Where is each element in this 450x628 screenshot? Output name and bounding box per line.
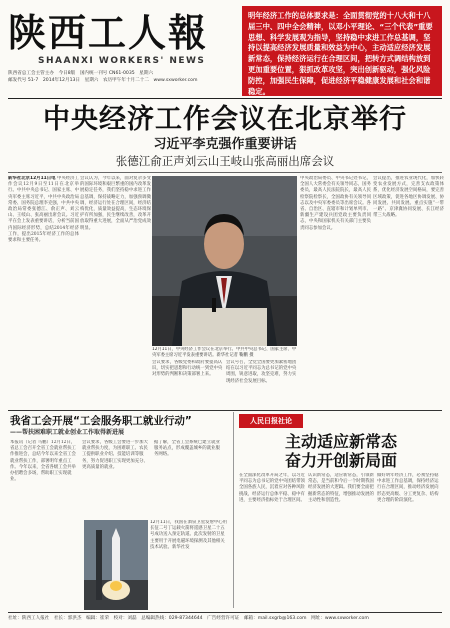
editorial-headline-line1: 主动适应新常态 bbox=[284, 432, 397, 451]
lead-article-column bbox=[8, 176, 79, 406]
masthead-divider bbox=[8, 98, 442, 99]
lead-article-column bbox=[300, 176, 371, 406]
editorial-headline-line2: 奋力开创新局面 bbox=[284, 451, 397, 470]
column-divider bbox=[233, 412, 234, 608]
page-footer: 社址：陕西工人报社 社长：郭洪杰 编辑：崔荣 校对：刘磊 总编辑热线：029-87344644 广告经营许可证 邮箱：mail.sxgrb@163.com 网址：www.sxworker.com bbox=[8, 616, 369, 621]
policy-banner-text: 明年经济工作的总体要求是：全面贯彻党的十八大和十八届三中、四中全会精神，以邓小平理论、“三个代表”重要思想、科学发展观为指导，坚持稳中求进工作总基调，坚持以提高经济发展质量和效益为中心，主动适应经济发展新常态，保持经济运行在合理区间，把转方式调结构放到更加重要位置，狠抓改革攻坚，突出创新驱动，强化风险防控，加强民生保障，促进经济平稳健康发展和社会和谐稳定。 bbox=[248, 11, 433, 96]
secondary-article-text: 据了解，全省工会系统已建立就业服务站点，形成覆盖城乡的就业服务网络。 bbox=[154, 440, 220, 458]
editorial-text: 做好明年经济工作，必须坚持稳中求进工作总基调，保持经济运行在合理区间，推动经济发展向形态更高级、分工更复杂、结构更合理的阶段演化。 bbox=[377, 473, 439, 503]
lead-article-text: 会议提出，推进农业现代化，加快转变农业发展方式，完善支农政策体系，优化经济发展空间格局，要完善区域政策，促进各地区协调发展、协同发展、共同发展。重点实施“一带一路”、京津冀协同发展、长江经济带三大战略。 bbox=[373, 176, 444, 219]
rocket-launch-photo bbox=[84, 520, 148, 610]
lead-article-text: 中央政治局委员、中央书记处书记，全国人大常委会有关领导同志，国务委员，最高人民法院院长，最高人民检察院检察长，全国政协有关领导同志以及中央军委委员等出席会议。各省、自治区、直辖市和计划单列市、新疆生产建设兵团党政主要负责同志，中央和国家机关有关部门主要负责同志参加会议。 bbox=[300, 176, 371, 231]
footer-divider bbox=[8, 612, 442, 613]
lead-photo-xi-jinping bbox=[152, 176, 297, 346]
lead-article-column bbox=[226, 360, 297, 406]
section-divider bbox=[8, 410, 442, 411]
lead-article-text: 会议要求，各级党委和政府要提高认识，切实把思想和行动统一到党中央对形势的判断和决策部署上来。 bbox=[152, 360, 223, 378]
editorial-text: 认识新常态，适应新常态，引领新常态，是当前和今后一个时期我国经济发展的大逻辑。我们要全面把握新常态的特征，增强推动发展的主动性和创造性。 bbox=[308, 473, 374, 503]
lead-subhead: 习近平李克强作重要讲话 bbox=[153, 137, 297, 152]
lead-article-column bbox=[80, 176, 151, 406]
policy-banner-box bbox=[242, 6, 442, 96]
secondary-article-text: 本报讯（记者 马鹏）12月12日，省总工会召开全省工会就业帮扶工作推进会，总结今年以来全省工会就业帮扶工作，部署明年重点工作。今年以来，全省各级工会共举办招聘会多场，帮助职工实现就业。 bbox=[10, 440, 76, 483]
secondary-subhead: ——帮扶困难职工就业创业工作取得新进展 bbox=[10, 429, 125, 436]
lead-article-text: 中央经济工作会议12月9日至11日在北京举行。中共中央总书记、国家主席、中央军委主席习近平，中共中央政治局常委、国务院总理李克强，中共中央政治局常委张德江、俞正声、刘云山、王岐山、张高丽出席会议。习近平在会上发表重要讲话，分析当前国内国际经济形势，总结2014年经济工作，提出2015年经济工作的总体要求和主要任务。 bbox=[8, 176, 79, 244]
masthead-info-block bbox=[8, 70, 243, 84]
lead-headline: 中央经济工作会议在北京举行 bbox=[43, 104, 407, 135]
masthead-info-line: 邮发代号 51-7 2014年12月13日 星期六 农历甲午年十月二十二 www.sxworker.com bbox=[8, 78, 198, 83]
editorial-text: 在全面深化改革开局之年，以习近平同志为总书记的党中央团结带领全国各族人民，沉着应对各种风险挑战，经济运行总体平稳、稳中有进，主要经济指标处于合理区间。 bbox=[239, 473, 305, 503]
editorial-column bbox=[308, 473, 374, 610]
newspaper-masthead-title: 陕西工人報 bbox=[8, 10, 209, 55]
editorial-column bbox=[377, 473, 442, 610]
editorial-tag: 人民日报社论 bbox=[239, 414, 303, 428]
masthead-info-line: 陕西省总工会主管主办 今日8版 国内统一刊号 CN61-0035 星期六 bbox=[8, 71, 154, 76]
lead-subhead-attendees: 张德江俞正声刘云山王岐山张高丽出席会议 bbox=[115, 154, 335, 168]
lead-article-column bbox=[373, 176, 444, 406]
lead-dateline: 新华社北京12月11日电 bbox=[8, 176, 56, 181]
secondary-article-column bbox=[82, 440, 150, 516]
lead-article-column bbox=[152, 360, 223, 406]
secondary-article-text: 会议要求，各级工会要进一步加大就业帮扶力度，为困难职工、农民工提供职业介绍、技能培训等服务，努力促进职工实现更加充分、更高质量的就业。 bbox=[82, 440, 148, 470]
lead-article-text: 会议认为，今年以来，面对复杂多变的国际环境和艰巨繁重的国内改革发展稳定任务，我们坚持稳中求进工作总基调，保持战略定力，加强预调微调，经济运行处在合理区间，经济结构优化，质量效益提高，生态环境保护有所加强，民生继续改善，改革开放取得重大进展，全面从严治党成效明显。 bbox=[80, 176, 151, 231]
secondary-article-column bbox=[154, 440, 222, 516]
secondary-headline: 我省工会开展“工会服务职工就业行动” bbox=[10, 415, 192, 427]
editorial-column bbox=[239, 473, 305, 610]
rocket-photo-caption: 12月11日，我国在酒泉卫星发射中心用长征二号丁运载火箭将遥感卫星二十五号成功送入预定轨道。此次发射的卫星主要用于开展电磁环境探测及其他相关技术试验。新华社发 bbox=[150, 520, 228, 550]
lead-article-text: 会议号召，全党全国要更加紧密地团结在以习近平同志为总书记的党中央周围，锐意进取，攻坚克难，努力实现经济社会发展目标。 bbox=[226, 360, 297, 384]
newspaper-masthead-english: SHAANXI WORKERS' NEWS bbox=[38, 56, 206, 66]
headline-divider bbox=[8, 172, 442, 173]
secondary-article-column bbox=[10, 440, 78, 610]
lead-photo-caption: 12月11日，中央经济工作会议在北京举行。中共中央总书记、国家主席、中央军委主席习近平发表重要讲话。新华社记者 鞠鹏 摄 bbox=[152, 347, 297, 358]
